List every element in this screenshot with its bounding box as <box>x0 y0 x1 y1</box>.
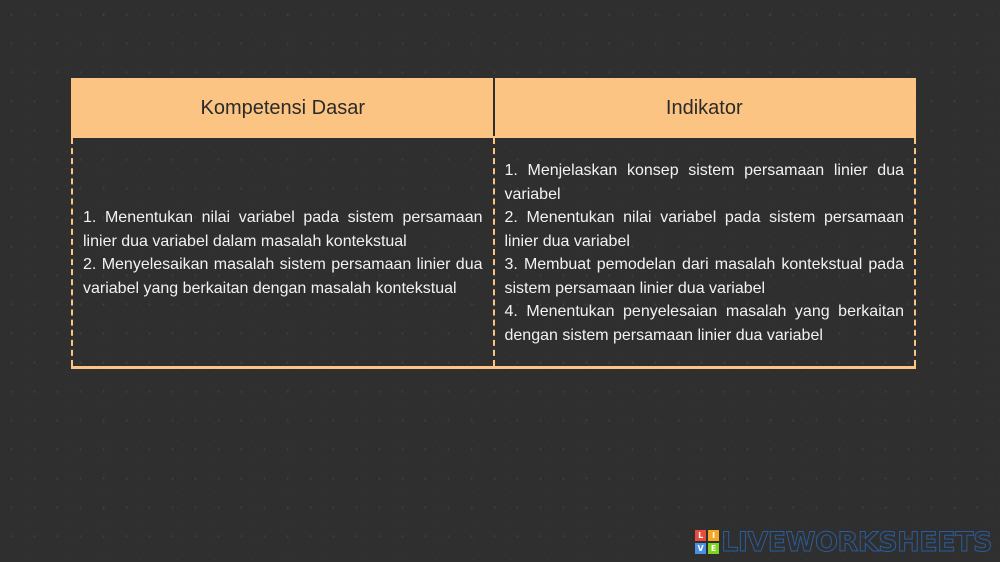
logo-block-e: E <box>708 543 719 554</box>
kd-item-1: 1. Menentukan nilai variabel pada sistem persamaan linier dua variabel dalam masalah kontekstual <box>83 209 483 250</box>
competency-table <box>71 78 916 369</box>
header-kompetensi-dasar: Kompetensi Dasar <box>72 79 494 137</box>
logo-blocks-icon <box>695 530 719 554</box>
kd-item-2: 2. Menyelesaikan masalah sistem persamaan linier dua variabel yang berkaitan dengan masalah kontekstual <box>83 256 483 297</box>
logo-text: LIVEWORKSHEETS <box>721 526 992 558</box>
indikator-item-1: 1. Menjelaskan konsep sistem persamaan linier dua variabel <box>504 162 904 203</box>
logo-block-i: I <box>708 530 719 541</box>
header-indikator: Indikator <box>494 79 916 137</box>
liveworksheets-logo <box>695 528 992 556</box>
logo-block-v: V <box>695 543 706 554</box>
table-header-row <box>72 79 915 137</box>
logo-block-l: L <box>695 530 706 541</box>
kompetensi-dasar-cell <box>72 137 494 368</box>
indikator-cell <box>494 137 916 368</box>
table-row <box>72 137 915 368</box>
indikator-item-3: 3. Membuat pemodelan dari masalah kontekstual pada sistem persamaan linier dua variabel <box>504 256 904 297</box>
indikator-item-2: 2. Menentukan nilai variabel pada sistem persamaan linier dua variabel <box>504 209 904 250</box>
indikator-item-4: 4. Menentukan penyelesaian masalah yang berkaitan dengan sistem persamaan linier dua variabel <box>504 303 904 344</box>
